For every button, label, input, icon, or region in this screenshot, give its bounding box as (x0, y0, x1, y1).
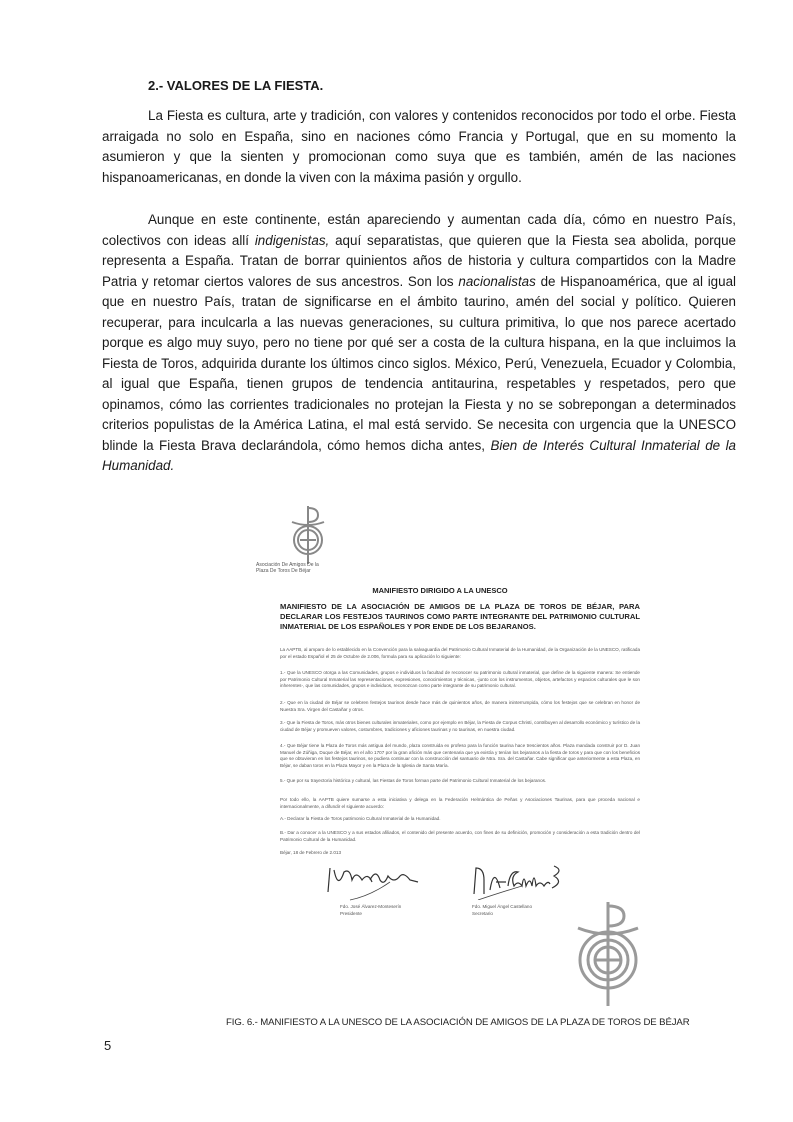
logo-caption-line-1: Asociación De Amigos De la (256, 562, 319, 568)
section-heading: 2.- VALORES DE LA FIESTA. (148, 78, 324, 93)
manifesto-agreement-a: A.- Declarar la Fiesta de Toros patrimonio Cultural Inmaterial de la Humanidad. (280, 816, 441, 821)
italic-term-nacionalistas: nacionalistas (458, 273, 536, 289)
manifesto-point-5: 5.- Que por su trayectoria histórica y cultural, las Fiestas de Toros forman parte del Patrimonio Cultural Inmaterial de los bejaranos. (280, 778, 547, 783)
paragraph-2-text-a: Aunque en este continente, están apareciendo y aumentan cada día, cómo en nuestro País, colectivos con ideas allí (102, 212, 736, 248)
secretary-signature-block (472, 904, 532, 917)
paragraph-1-text: La Fiesta es cultura, arte y tradición, con valores y contenidos reconocidos por todo el orbe. Fiesta arraigada no solo en España, sino en naciones cómo Francia y Portugal, que en su momento la asumieron y que la sienten y promocionan como suya que es también, amén de las naciones hispanoamericanas, en donde la viven con la máxima pasión y orgullo. (102, 108, 736, 185)
logo-caption (256, 562, 356, 574)
italic-term-indigenistas: indigenistas, (254, 232, 330, 248)
manifesto-point-3: 3.- Que la Fiesta de Toros, más otros bienes culturales inmateriales, como por ejemplo en Béjar, la Fiesta de Corpus Christi, contribuyen al desarrollo económico y turístico de la ciudad de Béjar y promueven valores, costumbres, tradiciones y aficiones taurinas y no taurinas, en nuestra ciudad. (280, 720, 640, 732)
president-role: Presidente (340, 910, 362, 916)
manifesto-agreement-b: B.- Dar a conocer a la UNESCO y a sus estados afiliados, el contenido del presente acuerdo, con fines de su definición, promoción y consideración a esta tradición dentro del Patrimonio Cultural de la Humanidad. (280, 830, 640, 842)
paragraph-2-text-b: aquí separatistas, que quieren que la Fiesta sea abolida, porque representa a España. Tratan de borrar quinientos años de historia y cultura compartidos con la Madre Patria y retomar ciertos valores de sus ancestros. Son los (102, 232, 736, 289)
manifesto-title: MANIFIESTO DIRIGIDO A LA UNESCO (372, 586, 508, 595)
manifesto-intro: La AAPTB, al amparo de lo establecido en la Convención para la salvaguardia del Patrimonio Cultural Inmaterial de la Humanidad, de la Organización de la UNESCO, ratificada por el estado Español el 25 de Octubre de 2.006, formula para su aplicación lo siguiente: (280, 647, 640, 659)
figure-caption: FIG. 6.- MANIFIESTO A LA UNESCO DE LA ASOCIACIÓN DE AMIGOS DE LA PLAZA DE TOROS DE BÉJAR (226, 1017, 690, 1028)
secretary-signature-icon (468, 860, 568, 900)
secretary-role: Secretario (472, 910, 493, 916)
association-logo-icon (278, 502, 338, 566)
president-signature-icon (320, 862, 420, 902)
italic-term-bien-de-interes: Bien de Interés Cultural Inmaterial de la Humanidad. (102, 437, 736, 473)
manifesto-point-4: 4.- Que Béjar tiene la Plaza de Toros más antigua del mundo, plaza construida ex profeso para la función taurina hace trescientos años. Plaza mandada construir por D. Juan Manuel de Zúñiga, Duque de Béjar, en el año 1707 por la gran afición más que centenaria que ya existía y tenían los bejaranos a la fiesta de toros y para que con los beneficios que se obtuvieran en los festejos taurinos, se pudiera continuar con la construcción del santuario de Ntra. Sra. del Castañar. Cabe significar que anteriormente a esta Plaza, en Béjar, se daban toros en la Plaza Mayor y en la Plaza de la Iglesia de Santa María. (280, 743, 640, 768)
page-number: 5 (104, 1038, 112, 1053)
manifesto-subtitle: MANIFIESTO DE LA ASOCIACIÓN DE AMIGOS DE LA PLAZA DE TOROS DE BÉJAR, PARA DECLARAR LOS FESTEJOS TAURINOS COMO PARTE INTEGRANTE DEL PATRIMONIO CULTURAL INMATERIAL DE LOS ESPAÑOLES Y POR ENDE DE LOS BEJARANOS. (280, 602, 640, 631)
paragraph-1 (102, 106, 736, 188)
manifesto-date: Béjar, 18 de Febrero de 2.013 (280, 850, 342, 855)
president-signature-block (340, 904, 401, 917)
manifesto-resolution: Por todo ello, la AAPTB quiere sumarse a esta iniciativa y delega en la Federación Helmántica de Peñas y Asociaciones Taurinas, para que proceda nacional e internacionalmente, a difundir el siguiente acuerdo: (280, 797, 640, 809)
manifesto-point-2: 2.- Que en la ciudad de Béjar se celebren festejos taurinos desde hace más de quinientos años, de manera ininterrumpida, cómo los festejos que se celebran en honor de Nuestra Sra. Virgen del Castañar y otros. (280, 700, 640, 712)
association-stamp-icon (568, 898, 648, 1010)
secretary-name: Fdo. Miguel Ángel Castellano (472, 904, 533, 909)
manifesto-figure (250, 500, 670, 1010)
president-name: Fdo. José Álvarez-Monteserín (340, 904, 402, 909)
logo-caption-line-2: Plaza De Toros De Béjar (256, 568, 311, 574)
manifesto-point-1: 1.- Que la UNESCO otorga a las Comunidades, grupos e individuos la facultad de reconocer su patrimonio cultural inmaterial, que define de la siguiente manera: Se entiende por Patrimonio Cultural Inmaterial las representaciones, expresiones, conocimientos y técnicas, -junto con los instrumentos, objetos, artefactos y espacios culturales que le son inherentes-, que las comunidades, grupos e individuos, reconozcan como parte integrante de su patrimonio cultural. (280, 670, 640, 689)
paragraph-2 (102, 210, 736, 477)
paragraph-2-text-c: de Hispanoamérica, que al igual que en nuestro País, tratan de significarse en el ámbito taurino, amén del social y político. Quieren recuperar, para inculcarla a las nuevas generaciones, su cultura primitiva, lo que nos parece acertado porque es algo muy suyo, pero no tiene por qué ser a costa de la cultura hispana, en la que incluimos la Fiesta de Toros, adquirida durante los últimos cinco siglos. México, Perú, Venezuela, Ecuador y Colombia, al igual que España, tienen grupos de tendencia antitaurina, respetables y respetados, pero que opinamos, cómo las corrientes tradicionales no protejan la Fiesta y no se sobrepongan a determinados criterios populistas de la América Latina, el mal está servido. Se necesita con urgencia que la UNESCO blinde la Fiesta Brava declarándola, cómo hemos dicha antes, (102, 273, 736, 453)
